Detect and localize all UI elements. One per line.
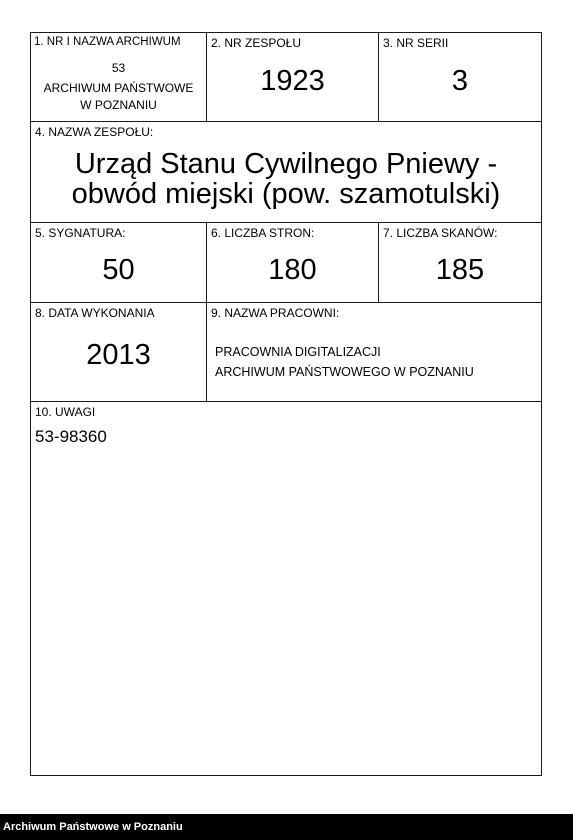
row-notes [31, 402, 541, 775]
date-cell [31, 303, 206, 401]
row-counts [31, 223, 541, 303]
archive-name-line2: W POZNANIU [80, 98, 157, 112]
row-date-lab [31, 303, 541, 402]
scans-value: 185 [435, 254, 485, 286]
lab-label: 9. NAZWA PRACOWNI: [211, 306, 340, 320]
lab-line1: PRACOWNIA DIGITALIZACJI [215, 345, 381, 359]
archive-name-line1: ARCHIWUM PAŃSTWOWE [43, 81, 194, 95]
scans-label: 7. LICZBA SKANÓW: [383, 226, 498, 240]
lab-line2: ARCHIWUM PAŃSTWOWEGO W POZNANIU [215, 365, 474, 379]
fonds-number-value: 1923 [260, 65, 325, 97]
archive-number: 53 [111, 61, 126, 75]
signature-value: 50 [102, 254, 135, 286]
notes-value: 53-98360 [35, 427, 107, 446]
footer-text: Archiwum Państwowe w Poznaniu [3, 821, 183, 833]
pages-label: 6. LICZBA STRON: [211, 226, 315, 240]
fonds-number-label: 2. NR ZESPOŁU [211, 36, 302, 50]
series-number-value: 3 [451, 65, 469, 97]
archive-label: 1. NR I NAZWA ARCHIWUM [34, 36, 181, 48]
scans-cell [378, 223, 541, 302]
date-label: 8. DATA WYKONANIA [35, 306, 155, 320]
row-fonds-name [31, 122, 541, 223]
notes-label: 10. UWAGI [35, 405, 96, 419]
date-value: 2013 [86, 339, 151, 371]
signature-label: 5. SYGNATURA: [35, 226, 126, 240]
fonds-number-cell [206, 33, 378, 121]
pages-cell [206, 223, 378, 302]
series-number-cell [378, 33, 541, 121]
row-archive [31, 33, 541, 122]
footer-bar [0, 814, 573, 840]
signature-cell [31, 223, 206, 302]
series-number-label: 3. NR SERII [383, 36, 449, 50]
archive-card [30, 32, 542, 776]
archive-cell [31, 33, 206, 121]
fonds-name-line2: obwód miejski (pow. szamotulski) [71, 178, 501, 210]
fonds-name-line1: Urząd Stanu Cywilnego Pniewy - [74, 148, 498, 180]
fonds-name-label: 4. NAZWA ZESPOŁU: [35, 125, 154, 139]
pages-value: 180 [268, 254, 317, 286]
lab-cell [206, 303, 541, 401]
